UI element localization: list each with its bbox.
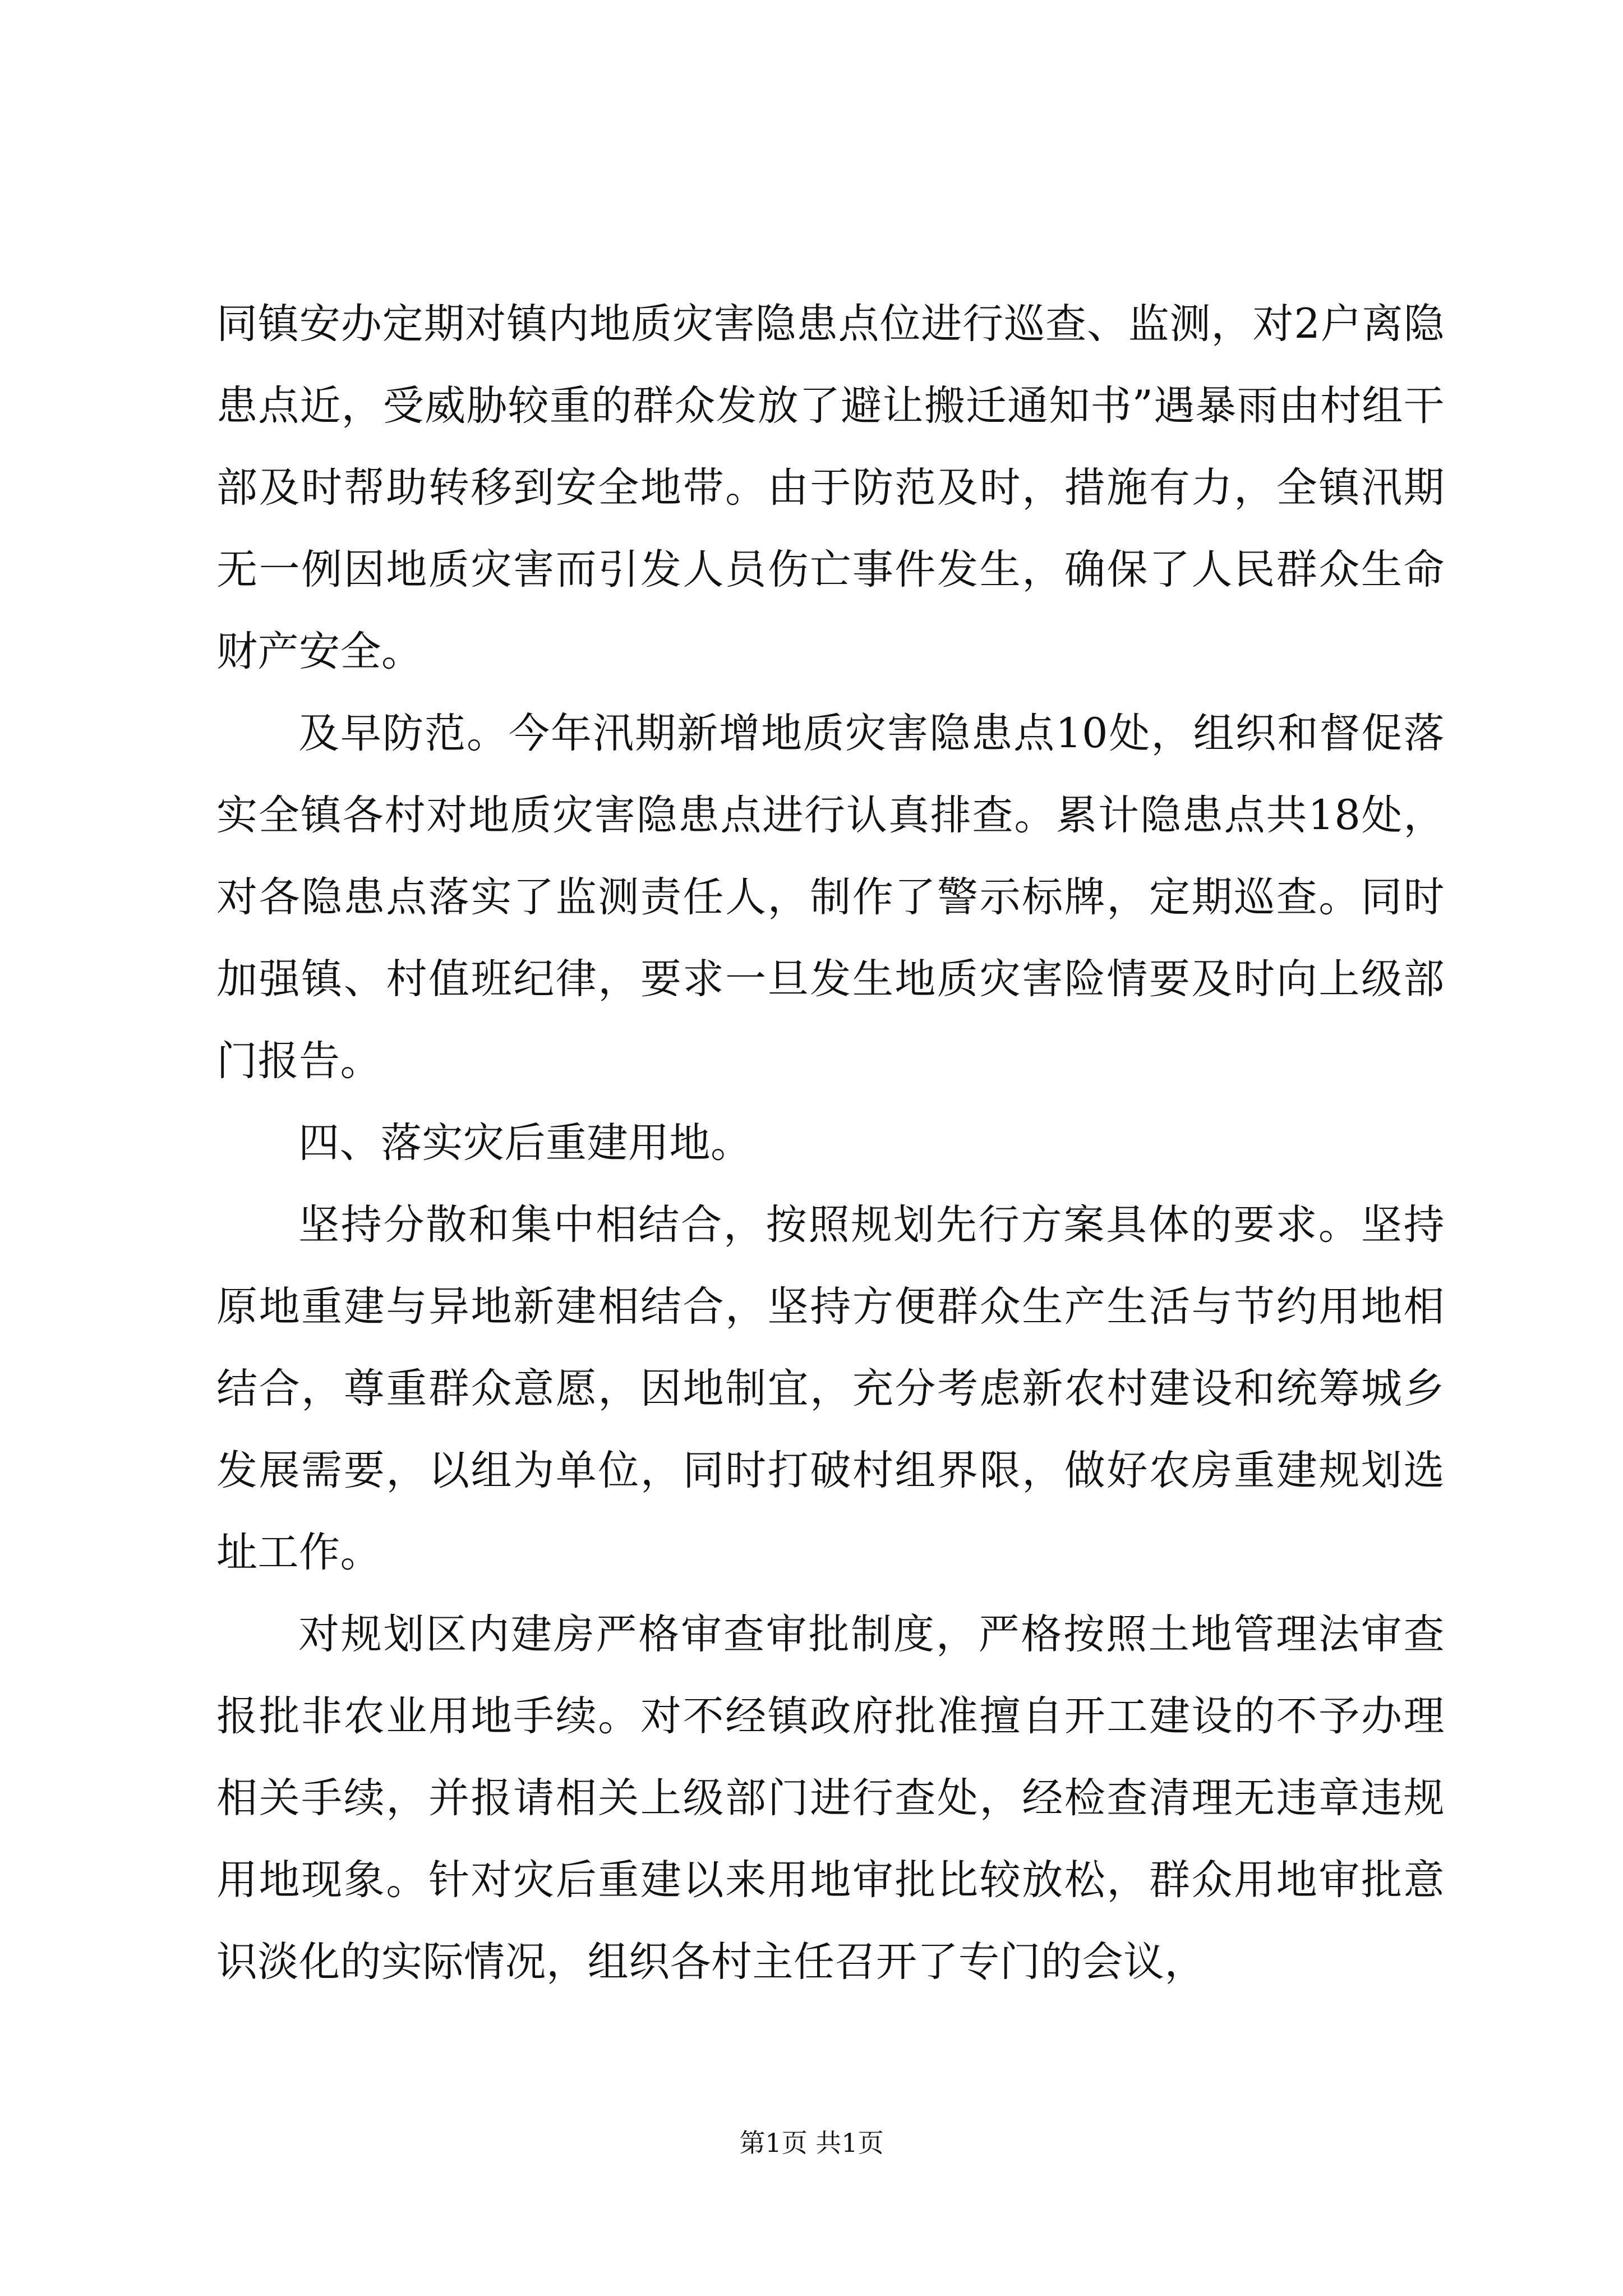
paragraph-2: 及早防范。今年汛期新增地质灾害隐患点10处，组织和督促落实全镇各村对地质灾害隐患点进行认真排查。累计隐患点共18处，对各隐患点落实了监测责任人，制作了警示标牌，定期巡查。同时加强镇、村值班纪律，要求一旦发生地质灾害险情要及时向上级部门报告。 (216, 710, 1445, 1085)
paragraph-4: 对规划区内建房严格审查审批制度，严格按照土地管理法审查报批非农业用地手续。对不经镇政府批准擅自开工建设的不予办理相关手续，并报请相关上级部门进行查处，经检查清理无违章违规用地现象。针对灾后重建以来用地审批比较放松，群众用地审批意识淡化的实际情况，组织各村主任召开了专门的会议， (216, 1611, 1445, 1986)
paragraph-1: 同镇安办定期对镇内地质灾害隐患点位进行巡查、监测，对2户离隐患点近，受威胁较重的群众发放了避让搬迁通知书”遇暴雨由村组干部及时帮助转移到安全地带。由于防范及时，措施有力，全镇汛期无一例因地质灾害而引发人员伤亡事件发生，确保了人民群众生命财产安全。 (216, 300, 1445, 675)
paragraph-3: 坚持分散和集中相结合，按照规划先行方案具体的要求。坚持原地重建与异地新建相结合，坚持方便群众生产生活与节约用地相结合，尊重群众意愿，因地制宜，充分考虑新农村建设和统筹城乡发展需要，以组为单位，同时打破村组界限，做好农房重建规划选址工作。 (216, 1201, 1445, 1576)
section-heading-4: 四、落实灾后重建用地。 (298, 1119, 752, 1167)
document-body (216, 283, 1445, 2003)
page-footer: 第1页 共1页 (739, 2128, 884, 2158)
